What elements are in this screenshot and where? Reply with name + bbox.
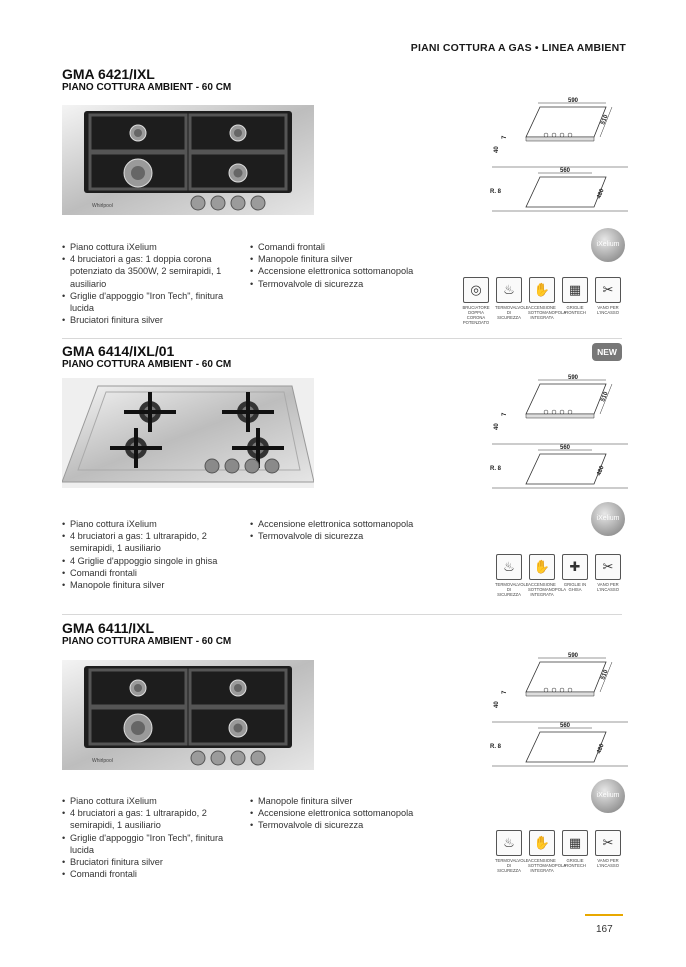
svg-text:40: 40 xyxy=(494,146,500,153)
product-photo xyxy=(62,378,314,488)
feature-item: • Termovalvole di sicurezza xyxy=(250,819,430,831)
flame-safety-icon: ♨ xyxy=(496,554,522,580)
svg-text:510: 510 xyxy=(600,114,610,126)
icon-caption: TERMOVALVOLE DI SICUREZZA xyxy=(495,305,529,320)
feature-icon-box xyxy=(594,554,622,597)
svg-text:590: 590 xyxy=(568,653,579,659)
new-badge: NEW xyxy=(592,343,622,361)
flame-safety-icon: ♨ xyxy=(496,830,522,856)
product-model: GMA 6411/IXL xyxy=(62,620,155,636)
svg-text:590: 590 xyxy=(568,375,579,381)
icon-caption: ACCENSIONE SOTTOMANOPOLA INTEGRATA xyxy=(528,582,567,597)
svg-text:40: 40 xyxy=(494,423,500,430)
icon-caption: VANO PER L'INCASSO xyxy=(597,582,619,592)
product-subtitle: PIANO COTTURA AMBIENT - 60 CM xyxy=(62,359,232,370)
ironteh-icon: ▦ xyxy=(562,277,588,303)
hob-illustration xyxy=(62,660,314,770)
cast-iron-grid-icon: ✚ xyxy=(562,554,588,580)
icon-caption: GRIGLIE IRONTECH xyxy=(564,305,586,315)
icon-caption: VANO PER L'INCASSO xyxy=(597,858,619,868)
icon-caption: GRIGLIE IN GHISA xyxy=(563,582,587,592)
svg-text:R. 8: R. 8 xyxy=(490,466,502,472)
feature-item: • Accensione elettronica sottomanopola xyxy=(250,265,430,277)
feature-item: • Manopole finitura silver xyxy=(250,795,430,807)
feature-item: • Griglie d'appoggio "Iron Tech", finitura lucida xyxy=(62,832,242,856)
svg-text:40: 40 xyxy=(494,701,500,708)
features-column-1 xyxy=(62,795,242,880)
icon-caption: TERMOVALVOLE DI SICUREZZA xyxy=(495,858,529,873)
page-number: 167 xyxy=(596,924,613,935)
feature-item: • Piano cottura iXelium xyxy=(62,518,242,530)
product-model: GMA 6414/IXL/01 xyxy=(62,343,175,359)
dimension-drawing xyxy=(488,650,628,780)
ironteh-icon: ▦ xyxy=(562,830,588,856)
product-photo xyxy=(62,105,314,215)
feature-item: • 4 Griglie d'appoggio singole in ghisa xyxy=(62,555,242,567)
product-model: GMA 6421/IXL xyxy=(62,66,155,82)
icon-caption: ACCENSIONE SOTTOMANOPOLA INTEGRATA xyxy=(528,305,567,320)
svg-text:560: 560 xyxy=(560,723,571,729)
svg-text:7: 7 xyxy=(502,135,508,139)
svg-text:510: 510 xyxy=(600,669,610,681)
dimension-diagram xyxy=(488,372,628,502)
svg-text:590: 590 xyxy=(568,98,579,104)
feature-icon-box xyxy=(495,830,529,873)
feature-item: • 4 bruciatori a gas: 1 ultrarapido, 2 semirapidi, 1 ausiliario xyxy=(62,530,242,554)
icon-caption: TERMOVALVOLE DI SICUREZZA xyxy=(495,582,529,597)
feature-icon-box xyxy=(528,277,567,325)
feature-icons xyxy=(462,277,622,325)
svg-text:560: 560 xyxy=(560,445,571,451)
feature-icons xyxy=(495,830,622,873)
svg-text:510: 510 xyxy=(600,391,610,403)
bruciatore-icon: ◎ xyxy=(463,277,489,303)
svg-text:560: 560 xyxy=(560,168,571,174)
svg-text:R. 8: R. 8 xyxy=(490,744,502,750)
feature-icons xyxy=(495,554,622,597)
svg-text:7: 7 xyxy=(502,690,508,694)
feature-item: • 4 bruciatori a gas: 1 doppia corona potenziato da 3500W, 2 semirapidi, 1 ausiliario xyxy=(62,253,242,290)
page-number-bar xyxy=(585,914,623,916)
feature-icon-box xyxy=(495,554,529,597)
svg-text:480: 480 xyxy=(596,743,606,755)
feature-item: • Bruciatori finitura silver xyxy=(62,314,242,326)
dimension-drawing xyxy=(488,372,628,502)
product-subtitle: PIANO COTTURA AMBIENT - 60 CM xyxy=(62,636,232,647)
product-subtitle: PIANO COTTURA AMBIENT - 60 CM xyxy=(62,82,232,93)
feature-item: • Accensione elettronica sottomanopola xyxy=(250,807,430,819)
svg-text:7: 7 xyxy=(502,412,508,416)
cutout-icon: ✂ xyxy=(595,554,621,580)
feature-item: • Griglie d'appoggio "Iron Tech", finitura lucida xyxy=(62,290,242,314)
svg-text:Whirlpool: Whirlpool xyxy=(92,203,113,209)
page-header: PIANI COTTURA A GAS • LINEA AMBIENT xyxy=(410,42,626,54)
feature-icon-box xyxy=(528,830,567,873)
feature-item: • Accensione elettronica sottomanopola xyxy=(250,518,430,530)
dimension-diagram xyxy=(488,650,628,780)
feature-item: • Manopole finitura silver xyxy=(62,579,242,591)
feature-icon-box xyxy=(594,830,622,873)
section-divider xyxy=(62,614,622,615)
dimension-drawing xyxy=(488,95,628,225)
feature-item: • Piano cottura iXelium xyxy=(62,241,242,253)
feature-item: • 4 bruciatori a gas: 1 ultrarapido, 2 semirapidi, 1 ausiliario xyxy=(62,807,242,831)
feature-icon-box xyxy=(495,277,529,325)
dimension-diagram xyxy=(488,95,628,225)
feature-item: • Termovalvole di sicurezza xyxy=(250,530,430,542)
svg-text:Whirlpool: Whirlpool xyxy=(92,758,113,764)
svg-text:480: 480 xyxy=(596,465,606,477)
ixelium-badge: iXelium xyxy=(591,502,625,536)
feature-item: • Comandi frontali xyxy=(62,868,242,880)
hob-illustration xyxy=(62,105,314,215)
features-column-1 xyxy=(62,241,242,326)
ignition-icon: ✋ xyxy=(529,830,555,856)
section-divider xyxy=(62,338,622,339)
icon-caption: ACCENSIONE SOTTOMANOPOLA INTEGRATA xyxy=(528,858,567,873)
features-column-2 xyxy=(250,241,430,290)
feature-icon-box xyxy=(561,554,589,597)
features-column-1 xyxy=(62,518,242,591)
feature-item: • Comandi frontali xyxy=(250,241,430,253)
ixelium-badge: iXelium xyxy=(591,228,625,262)
feature-icon-box xyxy=(561,830,589,873)
feature-item: • Piano cottura iXelium xyxy=(62,795,242,807)
icon-caption: GRIGLIE IRONTECH xyxy=(564,858,586,868)
icon-caption: BRUCIATORE DOPPIA CORONA POTENZIATO xyxy=(462,305,490,325)
ignition-icon: ✋ xyxy=(529,277,555,303)
ixelium-badge: iXelium xyxy=(591,779,625,813)
feature-item: • Termovalvole di sicurezza xyxy=(250,278,430,290)
feature-icon-box xyxy=(462,277,490,325)
svg-text:480: 480 xyxy=(596,188,606,200)
feature-item: • Manopole finitura silver xyxy=(250,253,430,265)
feature-icon-box xyxy=(561,277,589,325)
cutout-icon: ✂ xyxy=(595,830,621,856)
features-column-2 xyxy=(250,795,430,832)
feature-item: • Comandi frontali xyxy=(62,567,242,579)
feature-icon-box xyxy=(528,554,567,597)
svg-text:R. 8: R. 8 xyxy=(490,189,502,195)
flame-safety-icon: ♨ xyxy=(496,277,522,303)
feature-item: • Bruciatori finitura silver xyxy=(62,856,242,868)
feature-icon-box xyxy=(594,277,622,325)
product-photo xyxy=(62,660,314,770)
ignition-icon: ✋ xyxy=(529,554,555,580)
features-column-2 xyxy=(250,518,430,542)
cutout-icon: ✂ xyxy=(595,277,621,303)
icon-caption: VANO PER L'INCASSO xyxy=(597,305,619,315)
hob-illustration xyxy=(62,378,314,488)
